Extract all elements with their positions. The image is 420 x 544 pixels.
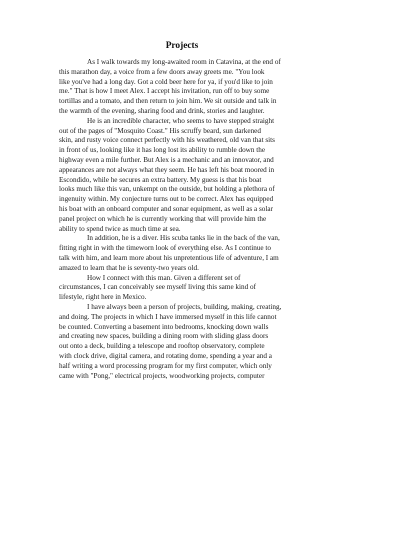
text-line: tortillas and a tomato, and then return to join him. We sit outside and talk in bbox=[59, 97, 277, 106]
paragraph bbox=[59, 117, 373, 235]
paragraph bbox=[59, 58, 373, 117]
text-line: talk with him, and learn more about his unpretentious life of adventure, I am bbox=[59, 253, 279, 262]
text-line: out onto a deck, building a telescope and rooftop observatory, complete bbox=[59, 342, 265, 351]
text-line: As I walk towards my long-awaited room in Catavina, at the end of bbox=[87, 58, 281, 66]
text-line: appearances are not always what they seem. He has left his boat moored in bbox=[59, 165, 275, 174]
paragraph bbox=[59, 274, 373, 303]
text-line: and creating new spaces, building a dining room with sliding glass doors bbox=[59, 332, 269, 341]
text-line: ingenuity within. My conjecture turns out to be correct. Alex has equipped bbox=[59, 195, 274, 204]
text-line: panel project on which he is currently working that will provide him the bbox=[59, 214, 267, 223]
text-line: came with "Pong," electrical projects, woodworking projects, computer bbox=[59, 371, 265, 380]
text-line: looks much like this van, unkempt on the outside, but holding a plethora of bbox=[59, 185, 275, 194]
text-line: with clock drive, digital camera, and rotating dome, spending a year and a bbox=[59, 351, 272, 360]
text-line: fitting right in with the timeworn look of everything else. As I continue to bbox=[59, 244, 271, 253]
paragraph bbox=[59, 234, 373, 273]
text-line: half writing a word processing program for my first computer, which only bbox=[59, 361, 272, 370]
page-title: Projects bbox=[165, 41, 199, 51]
paragraph bbox=[59, 303, 373, 381]
text-line: the warmth of the evening, sharing food and drink, stories and laughter. bbox=[59, 106, 265, 115]
text-line: this marathon day, a voice from a few doors away greets me. "You look bbox=[59, 67, 265, 76]
text-line: In addition, he is a diver. His scuba tanks lie in the back of the van, bbox=[87, 234, 280, 243]
text-line: lifestyle, right here in Mexico. bbox=[59, 293, 147, 302]
text-line: skin, and rusty voice connect perfectly with his weathered, old van that sits bbox=[59, 136, 275, 145]
text-line: and doing. The projects in which I have immersed myself in this life cannot bbox=[59, 312, 277, 321]
text-line: I have always been a person of projects, building, making, creating, bbox=[87, 302, 282, 311]
text-line: like you've had a long day. Got a cold beer here for ya, if you'd like to join bbox=[59, 77, 273, 86]
text-line: He is an incredible character, who seems to have stepped straight bbox=[87, 116, 275, 125]
text-line: circumstances, I can conceivably see myself living this same kind of bbox=[59, 283, 256, 292]
text-line: amazed to learn that he is seventy-two years old. bbox=[59, 263, 199, 272]
text-line: How I connect with this man. Given a different set of bbox=[87, 273, 241, 282]
text-line: Escondido, while he secures an extra battery. My guess is that his boat bbox=[59, 175, 262, 184]
text-line: ability to spend twice as much time at sea. bbox=[59, 224, 181, 233]
text-line: his boat with an onboard computer and sonar equipment, as well as a solar bbox=[59, 204, 273, 213]
text-line: out of the pages of "Mosquito Coast." His scruffy beard, sun darkened bbox=[59, 126, 261, 135]
text-line: highway even a mile further. But Alex is a mechanic and an innovator, and bbox=[59, 155, 274, 164]
text-line: me." That is how I meet Alex. I accept his invitation, run off to buy some bbox=[59, 87, 270, 96]
text-line: in front of us, looking like it has long lost its ability to rumble down the bbox=[59, 146, 266, 155]
text-line: be counted. Converting a basement into bedrooms, knocking down walls bbox=[59, 322, 269, 331]
document-body bbox=[59, 58, 373, 381]
